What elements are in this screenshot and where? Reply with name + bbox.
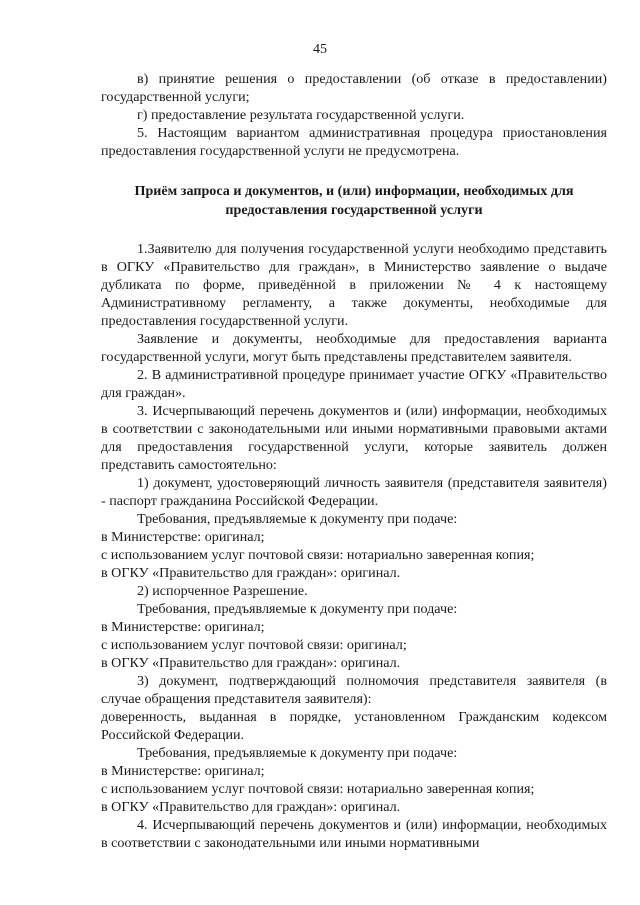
requirements-heading: Требования, предъявляемые к документу при подаче: bbox=[137, 601, 458, 617]
requirement-postal: с использованием услуг почтовой связи: оригинал; bbox=[101, 637, 407, 653]
requirement-postal: с использованием услуг почтовой связи: нотариально заверенная копия; bbox=[101, 781, 535, 797]
requirement-ogku: в ОГКУ «Правительство для граждан»: оригинал. bbox=[101, 799, 401, 815]
list-item-identity-document: 1) документ, удостоверяющий личность заявителя (представителя заявителя) - паспорт гражданина Российской Федерации. bbox=[101, 475, 607, 509]
paragraph-representative: Заявление и документы, необходимые для предоставления варианта государственной услуги, могут быть представлены представителем заявителя. bbox=[101, 331, 607, 365]
paragraph-result: г) предоставление результата государственной услуги. bbox=[137, 107, 465, 123]
requirements-heading: Требования, предъявляемые к документу при подаче: bbox=[137, 511, 458, 527]
paragraph-power-of-attorney: доверенность, выданная в порядке, установленном Гражданским кодексом Российской Федерации. bbox=[101, 709, 607, 743]
list-item-damaged-permit: 2) испорченное Разрешение. bbox=[137, 583, 308, 599]
paragraph-suspension: 5. Настоящим вариантом административная процедура приостановления предоставления государственной услуги не предусмотрена. bbox=[101, 125, 607, 159]
paragraph-document-list: 3. Исчерпывающий перечень документов и (или) информации, необходимых в соответствии с законодательными или иными нормативными правовыми актами для предоставления государственной услуги, которые заявитель должен представить самостоятельно: bbox=[101, 403, 607, 473]
requirement-ministry: в Министерстве: оригинал; bbox=[101, 763, 265, 779]
list-item-authority-document: 3) документ, подтверждающий полномочия представителя заявителя (в случае обращения представителя заявителя): bbox=[101, 673, 607, 707]
requirement-ministry: в Министерстве: оригинал; bbox=[101, 529, 265, 545]
requirement-ogku: в ОГКУ «Правительство для граждан»: оригинал. bbox=[101, 565, 401, 581]
paragraph-decision: в) принятие решения о предоставлении (об отказе в предоставлении) государственной услуги; bbox=[101, 71, 607, 105]
requirements-heading: Требования, предъявляемые к документу при подаче: bbox=[137, 745, 458, 761]
section-heading: Приём запроса и документов, и (или) информации, необходимых для предоставления государственной услуги bbox=[134, 183, 574, 218]
page-number: 45 bbox=[313, 42, 327, 57]
requirement-ministry: в Министерстве: оригинал; bbox=[101, 619, 265, 635]
paragraph-application: 1.Заявителю для получения государственной услуги необходимо представить в ОГКУ «Правительство для граждан», в Министерство заявление о выдаче дубликата по форме, приведённой в приложении № 4 к настоящему Административному регламенту, а также документы, необходимые для предоставления государственной услуги. bbox=[101, 241, 607, 329]
paragraph-participation: 2. В административной процедуре принимает участие ОГКУ «Правительство для граждан». bbox=[101, 367, 607, 401]
paragraph-exhaustive-list: 4. Исчерпывающий перечень документов и (или) информации, необходимых в соответствии с законодательными или иными нормативными bbox=[101, 817, 607, 851]
requirement-ogku: в ОГКУ «Правительство для граждан»: оригинал. bbox=[101, 655, 401, 671]
document-body bbox=[101, 70, 607, 852]
requirement-postal: с использованием услуг почтовой связи: нотариально заверенная копия; bbox=[101, 547, 535, 563]
